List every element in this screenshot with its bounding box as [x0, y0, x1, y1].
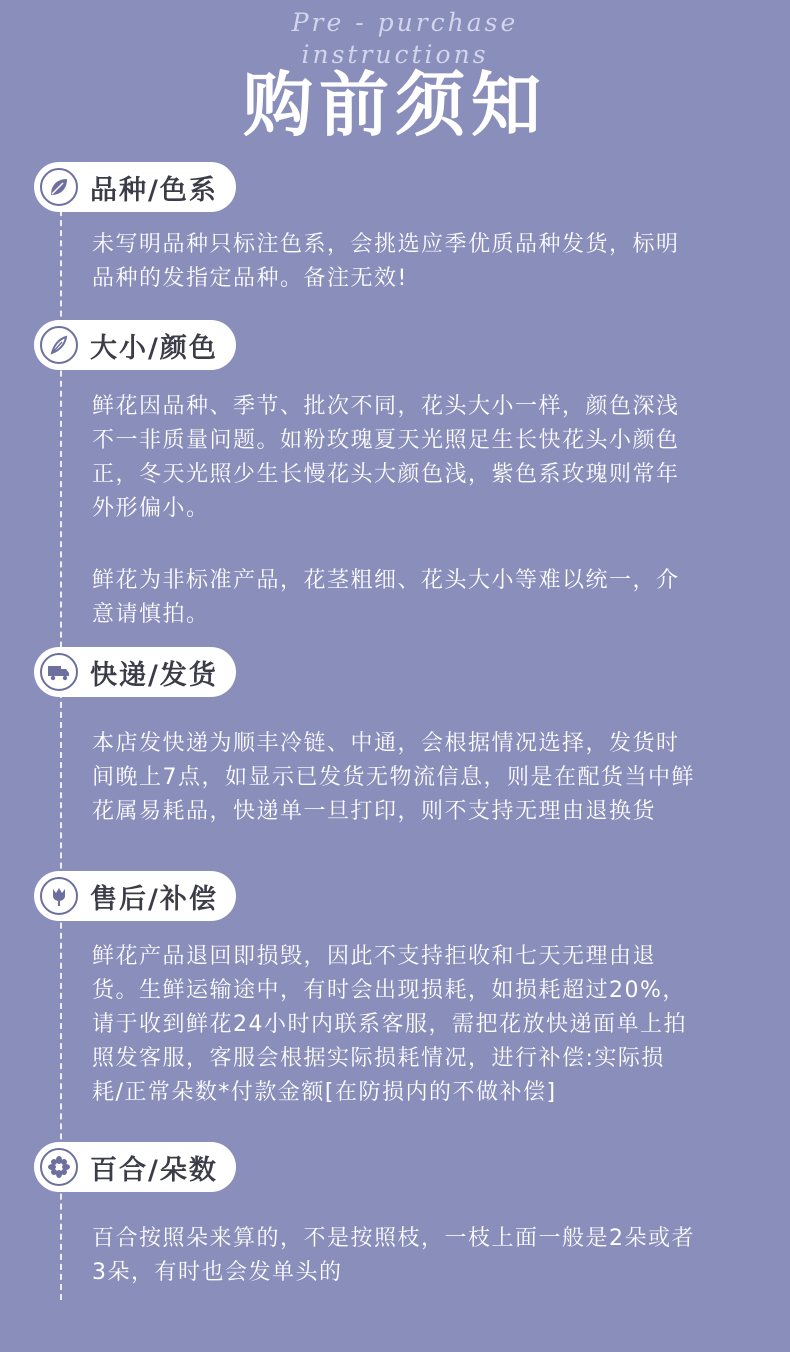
section-label: 大小/颜色: [90, 332, 218, 364]
script-title-line-1: Pre - purchase: [291, 8, 519, 37]
text-line: 间晚上7点，如显示已发货无物流信息，则是在配货当中鲜: [92, 765, 695, 790]
text-line: 外形偏小。: [92, 496, 210, 521]
section-pill-shipping: [34, 647, 236, 697]
text-line: 3朵，有时也会发单头的: [92, 1260, 343, 1285]
text-line: 意请慎拍。: [92, 602, 210, 627]
flower-icon: [40, 1148, 78, 1186]
text-line: 本店发快递为顺丰冷链、中通，会根据情况选择，发货时: [92, 731, 680, 756]
text-line: 照发客服，客服会根据实际损耗情况，进行补偿:实际损: [92, 1046, 665, 1071]
text-line: 品种的发指定品种。备注无效!: [92, 266, 408, 291]
header: [0, 0, 790, 150]
section-pill-size: [34, 320, 236, 370]
section-pill-aftersale: [34, 871, 236, 921]
feather-icon: [40, 326, 78, 364]
section-label: 品种/色系: [90, 174, 218, 206]
section-label: 快递/发货: [90, 659, 218, 691]
section-text-size-2: [92, 564, 757, 632]
section-text-lily: [92, 1222, 757, 1290]
script-title-line-2: instructions: [301, 40, 489, 69]
text-line: 鲜花因品种、季节、批次不同，花头大小一样，颜色深浅: [92, 394, 680, 419]
text-line: 请于收到鲜花24小时内联系客服，需把花放快递面单上拍: [92, 1012, 687, 1037]
section-pill-lily: [34, 1142, 236, 1192]
page-title: 购前须知: [243, 63, 547, 146]
section-text-variety: [92, 228, 757, 296]
tulip-icon: [40, 877, 78, 915]
leaf-icon: [40, 168, 78, 206]
section-text-aftersale: [92, 940, 757, 1110]
text-line: 花属易耗品，快递单一旦打印，则不支持无理由退换货: [92, 799, 657, 824]
text-line: 不一非质量问题。如粉玫瑰夏天光照足生长快花头小颜色: [92, 428, 680, 453]
section-text-shipping: [92, 727, 757, 829]
text-line: 货。生鲜运输途中，有时会出现损耗，如损耗超过20%，: [92, 978, 686, 1003]
text-line: 鲜花为非标准产品，花茎粗细、花头大小等难以统一，介: [92, 568, 680, 593]
text-line: 耗/正常朵数*付款金额[在防损内的不做补偿]: [92, 1080, 557, 1105]
section-text-size: [92, 390, 757, 526]
text-line: 未写明品种只标注色系，会挑选应季优质品种发货，标明: [92, 232, 680, 257]
text-line: 正，冬天光照少生长慢花头大颜色浅，紫色系玫瑰则常年: [92, 462, 680, 487]
section-label: 百合/朵数: [90, 1154, 218, 1186]
text-line: 百合按照朵来算的，不是按照枝，一枝上面一般是2朵或者: [92, 1226, 695, 1251]
section-pill-variety: [34, 162, 236, 212]
truck-icon: [40, 653, 78, 691]
section-label: 售后/补偿: [90, 883, 218, 915]
text-line: 鲜花产品退回即损毁，因此不支持拒收和七天无理由退: [92, 944, 657, 969]
